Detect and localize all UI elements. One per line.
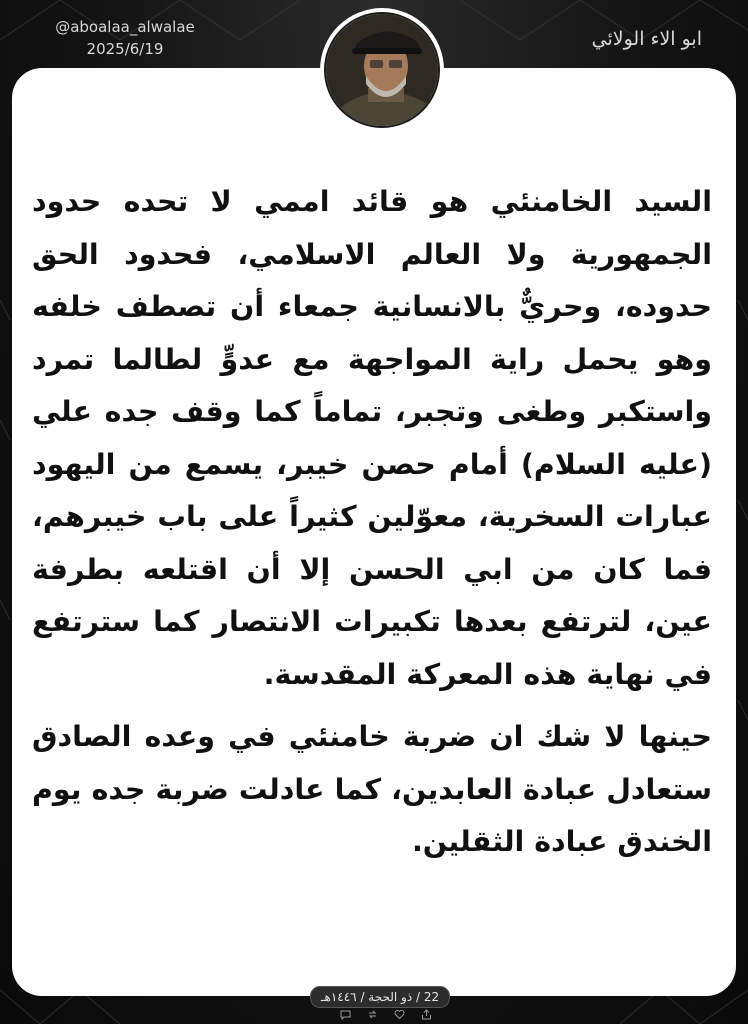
repost-icon[interactable] bbox=[367, 1009, 378, 1020]
comment-icon[interactable] bbox=[340, 1009, 351, 1020]
avatar[interactable] bbox=[320, 8, 444, 132]
share-icon[interactable] bbox=[421, 1009, 432, 1020]
account-handle[interactable]: @aboalaa_alwalae bbox=[55, 18, 195, 36]
author-name[interactable]: ابو الاء الولائي bbox=[591, 28, 702, 50]
hijri-date-badge: 22 / ذو الحجة / ١٤٤٦هـ bbox=[310, 986, 450, 1008]
post-actions bbox=[340, 1009, 432, 1020]
account-handle-block bbox=[40, 16, 210, 60]
post-paragraph: حينها لا شك ان ضربة خامنئي في وعده الصادق ستعادل عبادة العابدين، كما عادلت ضربة جده يوم الخندق عبادة الثقلين. bbox=[32, 720, 712, 858]
like-icon[interactable] bbox=[394, 1009, 405, 1020]
post-card bbox=[12, 68, 736, 996]
profile-photo bbox=[324, 12, 440, 128]
post-body bbox=[32, 176, 712, 869]
post-date: 2025/6/19 bbox=[86, 40, 164, 58]
post-paragraph: السيد الخامنئي هو قائد اممي لا تحده حدود الجمهورية ولا العالم الاسلامي، فحدود الحق حدوده، وحريٌّ بالانسانية جمعاء أن تصطف خلفه وهو يحمل راية المواجهة مع عدوٍّ لطالما تمرد واستكبر وطغى وتجبر، تماماً كما وقف جده علي (عليه السلام) أمام حصن خيبر، يسمع من اليهود عبارات السخرية، معوّلين كثيراً على باب خيبرهم، فما كان من ابي الحسن إلا أن اقتلعه بطرفة عين، لترتفع بعدها تكبيرات الانتصار كما سترتفع في نهاية هذه المعركة المقدسة. bbox=[32, 185, 712, 691]
